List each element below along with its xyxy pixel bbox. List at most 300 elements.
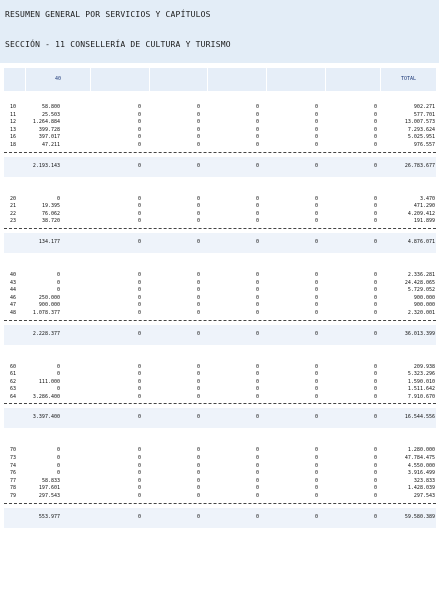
group-gap [4,345,436,364]
row-value: 902.271 [413,104,435,110]
row-value: 0 [314,203,318,210]
row-value: 0 [255,195,259,202]
row-value: 0 [314,485,318,492]
table-row [4,455,436,463]
table-row [4,134,436,142]
row-value: 0 [196,271,200,278]
row-value: 0 [137,477,141,484]
row-value: 7.293.624 [407,126,435,133]
row-value: 0 [255,134,259,141]
row-value: 0 [137,447,141,454]
subtotal-row [4,233,436,253]
section-title: SECCIÓN - 11 CONSELLERÍA DE CULTURA Y TURISMO [5,40,231,49]
row-value: 0 [373,203,377,210]
subtotal-value: 0 [255,330,259,337]
column-header-5 [325,68,380,91]
row-value: 0 [373,210,377,217]
subtotal-value: 0 [314,330,318,337]
row-code: 79 [10,493,17,500]
row-value: 0 [373,279,377,286]
row-value: 0 [56,455,60,462]
row-value: 4.550.000 [407,462,435,469]
row-value: 0 [196,141,200,148]
row-code: 60 [10,363,17,370]
row-value: 0 [314,134,318,141]
row-value: 0 [314,210,318,217]
row-value: 0 [373,462,377,469]
row-code: 40 [10,271,17,278]
row-value: 323.833 [413,477,435,484]
table-row [4,463,436,471]
subtotal-value: 36.013.399 [404,330,435,337]
subtotal-value: 0 [373,414,377,421]
row-value: 0 [255,378,259,385]
subtotal-value: 0 [196,414,200,421]
row-value: 0 [137,203,141,210]
subtotal-value: 3.397.400 [32,414,60,421]
column-header-1 [90,68,149,91]
row-value: 0 [255,309,259,316]
row-value: 0 [196,309,200,316]
subtotal-value: 59.580.389 [404,513,435,520]
row-value: 0 [56,279,60,286]
row-value: 0 [314,462,318,469]
row-value: 1.511.642 [407,386,435,393]
column-header-6: TOTAL [380,68,436,91]
row-value: 0 [373,485,377,492]
row-value: 0 [373,455,377,462]
subtotal-value: 16.544.556 [404,414,435,421]
table-row [4,394,436,402]
subtotal-value: 0 [196,330,200,337]
row-value: 471.290 [413,203,435,210]
row-value: 0 [137,218,141,225]
report-header [0,0,439,63]
row-value: 0 [137,141,141,148]
table-row [4,470,436,478]
subtotal-row [4,157,436,177]
row-value: 0 [314,455,318,462]
row-value: 24.428.065 [404,279,435,286]
row-value: 0 [255,287,259,294]
row-code: 18 [10,141,17,148]
subtotal-value: 0 [137,330,141,337]
subtotal-value: 553.977 [38,513,60,520]
row-value: 0 [56,371,60,378]
row-value: 0 [196,111,200,118]
row-value: 209.938 [413,363,435,370]
subtotal-value: 0 [255,414,259,421]
subtotal-value: 0 [137,162,141,169]
row-value: 0 [255,477,259,484]
row-value: 0 [373,386,377,393]
table-row [4,119,436,127]
row-value: 0 [137,493,141,500]
row-value: 3.286.400 [32,393,60,400]
row-value: 0 [314,111,318,118]
table-row [4,104,436,112]
row-value: 76.062 [41,210,60,217]
group-gap [4,177,436,196]
subtotal-value: 0 [373,513,377,520]
row-value: 0 [373,294,377,301]
table-row [4,310,436,318]
table-row [4,112,436,120]
row-value: 1.428.039 [407,485,435,492]
row-value: 0 [373,302,377,309]
row-value: 900.000 [413,302,435,309]
row-value: 0 [56,386,60,393]
row-value: 19.395 [41,203,60,210]
row-value: 0 [314,386,318,393]
row-value: 0 [314,309,318,316]
table-row [4,203,436,211]
row-value: 0 [137,111,141,118]
row-value: 0 [137,271,141,278]
row-code: 77 [10,477,17,484]
row-value: 0 [196,134,200,141]
row-code: 61 [10,371,17,378]
row-value: 0 [255,294,259,301]
row-code: 64 [10,393,17,400]
table-row [4,379,436,387]
row-value: 0 [255,141,259,148]
row-value: 0 [255,203,259,210]
row-value: 0 [255,470,259,477]
row-value: 0 [373,393,377,400]
column-header-4 [266,68,325,91]
row-value: 111.000 [38,378,60,385]
row-value: 0 [196,378,200,385]
row-value: 2.320.001 [407,309,435,316]
row-value: 0 [196,279,200,286]
subtotal-value: 0 [314,414,318,421]
row-value: 900.000 [413,294,435,301]
row-value: 577.701 [413,111,435,118]
subtotal-value: 0 [196,162,200,169]
row-value: 0 [255,386,259,393]
row-value: 0 [255,485,259,492]
row-code: 74 [10,462,17,469]
row-value: 0 [255,210,259,217]
subtotal-value: 0 [373,330,377,337]
row-value: 0 [314,393,318,400]
column-header-0: 40 [25,68,90,91]
row-value: 0 [314,287,318,294]
row-value: 0 [196,485,200,492]
row-code: 20 [10,195,17,202]
row-code: 13 [10,126,17,133]
row-code: 47 [10,302,17,309]
row-value: 0 [196,393,200,400]
row-value: 0 [314,294,318,301]
row-value: 4.209.412 [407,210,435,217]
table-row [4,386,436,394]
row-value: 0 [255,393,259,400]
row-code: 43 [10,279,17,286]
row-value: 0 [137,393,141,400]
row-value: 0 [373,287,377,294]
row-code: 22 [10,210,17,217]
subtotal-value: 0 [255,238,259,245]
subtotal-value: 2.228.377 [32,330,60,337]
row-value: 0 [56,447,60,454]
row-value: 0 [56,470,60,477]
group-gap [4,91,436,104]
report-title: RESUMEN GENERAL POR SERVICIOS Y CAPÍTULOS [5,10,211,19]
subtotal-value: 0 [196,238,200,245]
row-value: 197.601 [38,485,60,492]
row-value: 3.470 [419,195,435,202]
row-code: 70 [10,447,17,454]
row-code: 11 [10,111,17,118]
row-value: 191.899 [413,218,435,225]
subtotal-value: 4.876.071 [407,238,435,245]
subtotal-value: 134.177 [38,238,60,245]
row-value: 0 [137,455,141,462]
row-value: 0 [196,447,200,454]
row-value: 58.800 [41,104,60,110]
row-value: 0 [373,493,377,500]
row-code: 16 [10,134,17,141]
row-value: 0 [196,287,200,294]
subtotal-value: 0 [373,238,377,245]
row-value: 0 [373,477,377,484]
row-code: 21 [10,203,17,210]
subtotal-value: 26.783.677 [404,162,435,169]
row-value: 0 [314,141,318,148]
row-value: 0 [314,371,318,378]
row-value: 250.000 [38,294,60,301]
row-value: 0 [373,119,377,126]
subtotal-value: 2.193.143 [32,162,60,169]
row-value: 0 [314,302,318,309]
row-value: 0 [196,455,200,462]
row-value: 0 [137,470,141,477]
subtotal-row [4,408,436,428]
column-header-2 [149,68,207,91]
table-row [4,493,436,501]
row-value: 0 [373,195,377,202]
table-row [4,295,436,303]
row-value: 0 [373,141,377,148]
table-row [4,485,436,493]
row-code: 73 [10,455,17,462]
table-row [4,287,436,295]
row-code: 76 [10,470,17,477]
table-row [4,447,436,455]
row-value: 58.833 [41,477,60,484]
row-value: 0 [137,309,141,316]
row-value: 1.078.377 [32,309,60,316]
row-value: 0 [56,271,60,278]
table-row [4,127,436,135]
row-value: 0 [137,378,141,385]
row-value: 0 [137,485,141,492]
row-value: 0 [314,378,318,385]
row-value: 297.543 [413,493,435,500]
table-body [4,91,436,528]
table-row [4,272,436,280]
row-value: 0 [137,287,141,294]
row-value: 0 [196,493,200,500]
row-value: 0 [314,195,318,202]
row-value: 0 [56,195,60,202]
row-value: 0 [373,309,377,316]
row-value: 0 [373,104,377,110]
row-value: 0 [255,371,259,378]
row-value: 7.910.670 [407,393,435,400]
row-value: 0 [314,279,318,286]
row-value: 0 [373,126,377,133]
row-value: 0 [314,104,318,110]
row-value: 25.503 [41,111,60,118]
table-row [4,196,436,204]
row-value: 0 [196,363,200,370]
row-value: 0 [314,363,318,370]
row-value: 47.211 [41,141,60,148]
table-row [4,218,436,226]
row-value: 0 [255,493,259,500]
row-value: 13.007.573 [404,119,435,126]
subtotal-value: 0 [255,162,259,169]
subtotal-value: 0 [196,513,200,520]
row-value: 0 [56,363,60,370]
table-row [4,302,436,310]
row-value: 0 [196,477,200,484]
row-value: 0 [137,302,141,309]
row-value: 0 [373,363,377,370]
row-value: 0 [373,378,377,385]
row-value: 0 [196,210,200,217]
row-value: 399.728 [38,126,60,133]
row-value: 0 [255,462,259,469]
row-value: 5.025.951 [407,134,435,141]
table-row [4,478,436,486]
row-value: 0 [255,111,259,118]
row-code: 12 [10,119,17,126]
subtotal-value: 0 [314,513,318,520]
row-value: 0 [137,134,141,141]
row-code: 46 [10,294,17,301]
row-value: 0 [137,279,141,286]
row-value: 0 [196,386,200,393]
row-code: 62 [10,378,17,385]
row-value: 0 [137,104,141,110]
group-gap [4,253,436,272]
table-row [4,211,436,219]
row-value: 0 [255,455,259,462]
summary-table [4,68,436,528]
row-value: 3.916.499 [407,470,435,477]
row-value: 0 [255,302,259,309]
row-value: 0 [56,287,60,294]
row-value: 0 [137,371,141,378]
row-value: 1.280.000 [407,447,435,454]
row-value: 0 [373,271,377,278]
row-value: 5.323.296 [407,371,435,378]
row-value: 1.590.010 [407,378,435,385]
column-header-3 [207,68,266,91]
row-value: 0 [373,218,377,225]
row-code: 23 [10,218,17,225]
row-value: 0 [196,371,200,378]
row-value: 38.720 [41,218,60,225]
row-value: 1.264.884 [32,119,60,126]
row-value: 0 [314,119,318,126]
row-value: 0 [196,294,200,301]
row-value: 0 [314,477,318,484]
subtotal-value: 0 [314,238,318,245]
row-value: 0 [196,302,200,309]
row-value: 0 [255,363,259,370]
row-value: 0 [373,111,377,118]
row-value: 0 [314,447,318,454]
row-value: 5.729.052 [407,287,435,294]
row-value: 0 [196,195,200,202]
row-value: 900.000 [38,302,60,309]
row-value: 297.543 [38,493,60,500]
row-value: 2.336.281 [407,271,435,278]
row-value: 0 [314,218,318,225]
row-value: 0 [196,470,200,477]
row-value: 0 [255,104,259,110]
row-value: 0 [314,271,318,278]
table-header [4,68,436,91]
subtotal-value: 0 [137,414,141,421]
table-row [4,280,436,288]
row-value: 0 [255,271,259,278]
row-value: 0 [137,126,141,133]
subtotal-value: 0 [373,162,377,169]
row-value: 0 [255,218,259,225]
row-value: 0 [196,203,200,210]
group-gap [4,428,436,447]
row-value: 47.784.475 [404,455,435,462]
row-value: 976.557 [413,141,435,148]
row-value: 0 [137,363,141,370]
row-value: 0 [373,371,377,378]
subtotal-value: 0 [137,238,141,245]
row-code: 63 [10,386,17,393]
row-value: 0 [255,447,259,454]
row-code: 78 [10,485,17,492]
row-value: 0 [56,462,60,469]
row-value: 0 [255,279,259,286]
row-value: 0 [137,195,141,202]
row-value: 0 [196,218,200,225]
row-value: 0 [196,119,200,126]
table-row [4,371,436,379]
table-row [4,364,436,372]
row-value: 397.017 [38,134,60,141]
row-value: 0 [196,462,200,469]
row-value: 0 [314,493,318,500]
table-row [4,142,436,150]
row-code: 48 [10,309,17,316]
row-value: 0 [373,447,377,454]
subtotal-value: 0 [137,513,141,520]
row-value: 0 [137,386,141,393]
row-value: 0 [137,210,141,217]
subtotal-row [4,508,436,528]
row-value: 0 [373,134,377,141]
subtotal-value: 0 [314,162,318,169]
row-value: 0 [314,126,318,133]
row-value: 0 [196,126,200,133]
row-code: 44 [10,287,17,294]
row-value: 0 [196,104,200,110]
